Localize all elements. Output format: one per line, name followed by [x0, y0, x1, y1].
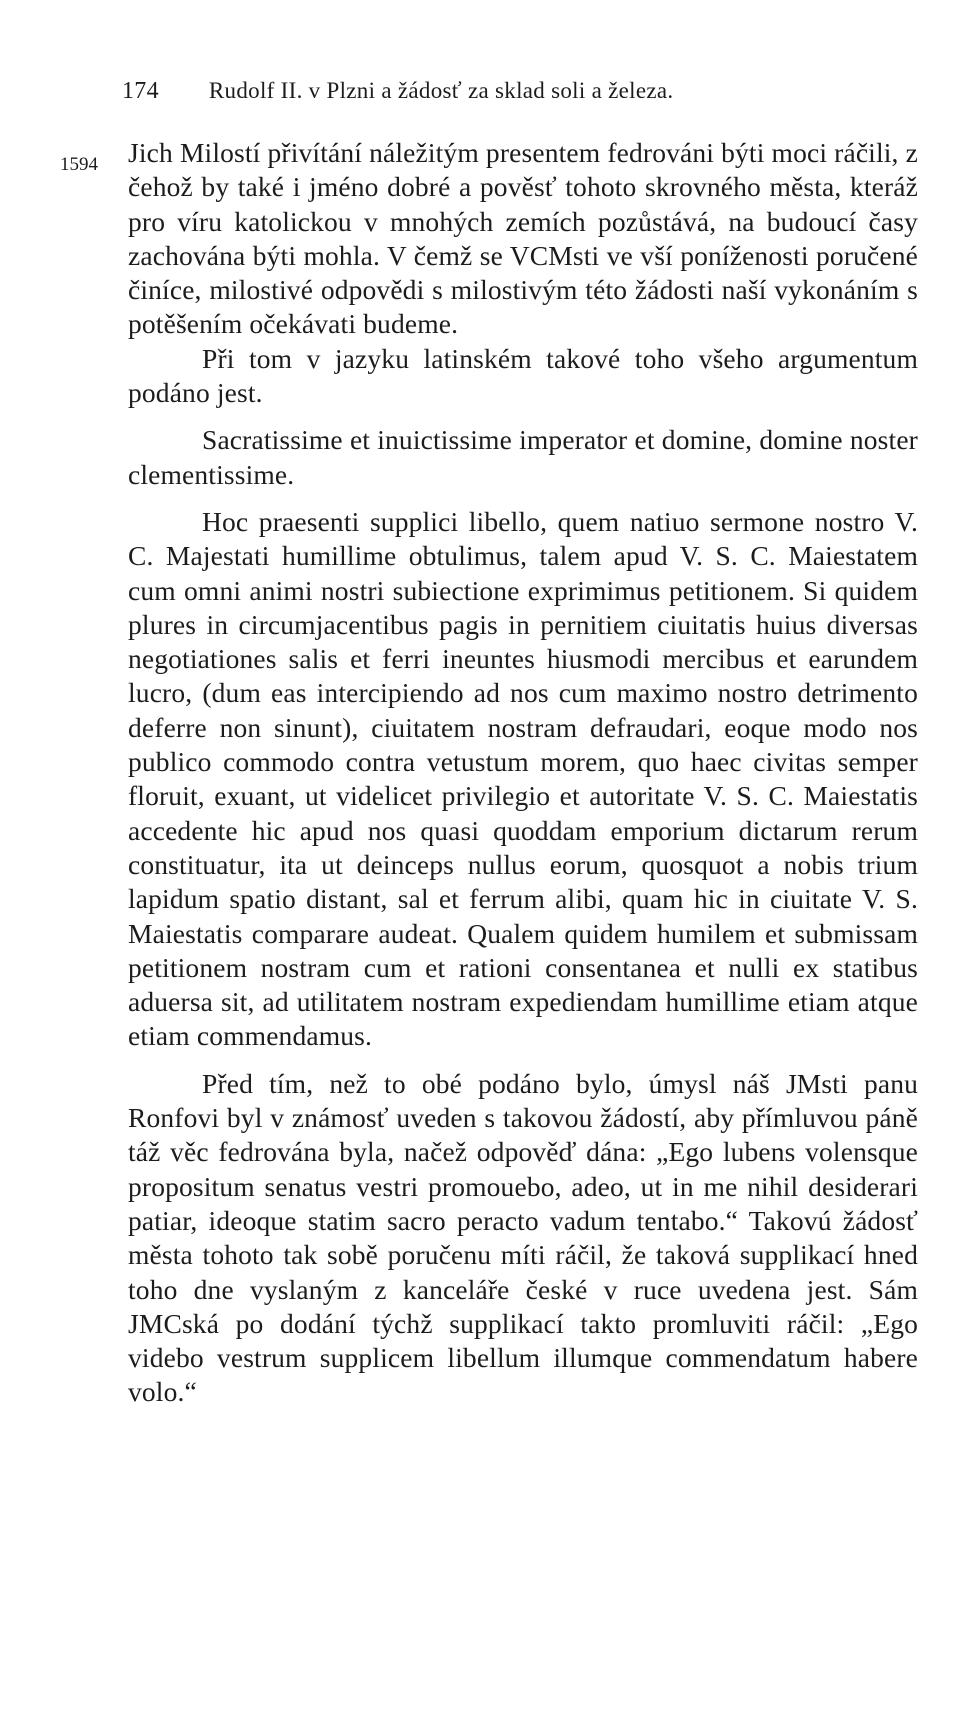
running-head-title: Rudolf II. v Plzni a žádosť za sklad soli a železa. — [208, 78, 674, 103]
paragraph: Při tom v jazyku latinském takové toho všeho argumentum podáno jest. — [128, 342, 918, 409]
running-head — [122, 78, 842, 105]
page-number: 174 — [122, 78, 159, 104]
margin-year-note: 1594 — [60, 154, 98, 175]
body-text — [128, 136, 918, 1410]
paragraph: Hoc praesenti supplici libello, quem natiuo sermone nostro V. C. Majestati humillime obtulimus, talem apud V. S. C. Maiestatem cum omni animi nostri subiectione exprimimus petitionem. Si quidem plures in circumjacentibus pagis in pernitiem ciuitatis huius diversas negotiationes salis et ferri ineuntes hiusmodi mercibus et earundem lucro, (dum eas intercipiendo ad nos cum maximo nostro detrimento deferre non sinunt), ciuitatem nostram defraudari, eoque modo nos publico commodo contra vetustum morem, quo haec civitas semper floruit, exuant, ut videlicet privilegio et autoritate V. S. C. Maiestatis accedente hic apud nos quasi quoddam emporium dictarum rerum constituatur, ita ut deinceps nullus eorum, quosquot a nobis trium lapidum spatio distant, sal et ferrum alibi, quam hic in ciuitate V. S. Maiestatis comparare audeat. Qualem quidem humilem et submissam petitionem nostram cum et rationi consentanea et nulli ex statibus aduersa sit, ad utilitatem nostram expediendam humillime etiam atque etiam commendamus. — [128, 505, 918, 1052]
paragraph: Před tím, než to obé podáno bylo, úmysl náš JMsti panu Ronfovi byl v známosť uveden s takovou žádostí, aby přímluvou páně táž věc fedrována byla, načež odpověď dána: „Ego lubens volensque propositum senatus vestri promouebo, adeo, ut in me nihil desiderari patiar, ideoque statim sacro peracto vadum tentabo.“ Takovú žádosť města tohoto tak sobě poručenu míti ráčil, že taková supplikací hned toho dne vyslaným z kanceláře české v ruce uvedena jest. Sám JMCská po dodání týchž supplikací takto promluviti ráčil: „Ego videbo vestrum supplicem libellum illumque commendatum habere volo.“ — [128, 1067, 918, 1408]
paragraph: Sacratissime et inuictissime imperator et domine, domine noster clementissime. — [128, 424, 918, 490]
paragraph: Jich Milostí přivítání náležitým presentem fedrováni býti moci ráčili, z čehož by také i jméno dobré a pověsť tohoto skrovného města, kteráž pro víru katolickou v mnohých zemích pozůstává, na budoucí časy zachována býti mohla. V čemž se VCMsti ve vší poníženosti poručené činíce, milostivé odpovědi s milostivým této žádosti naší vykonáním s potěšením očekávati budeme. — [128, 137, 918, 340]
